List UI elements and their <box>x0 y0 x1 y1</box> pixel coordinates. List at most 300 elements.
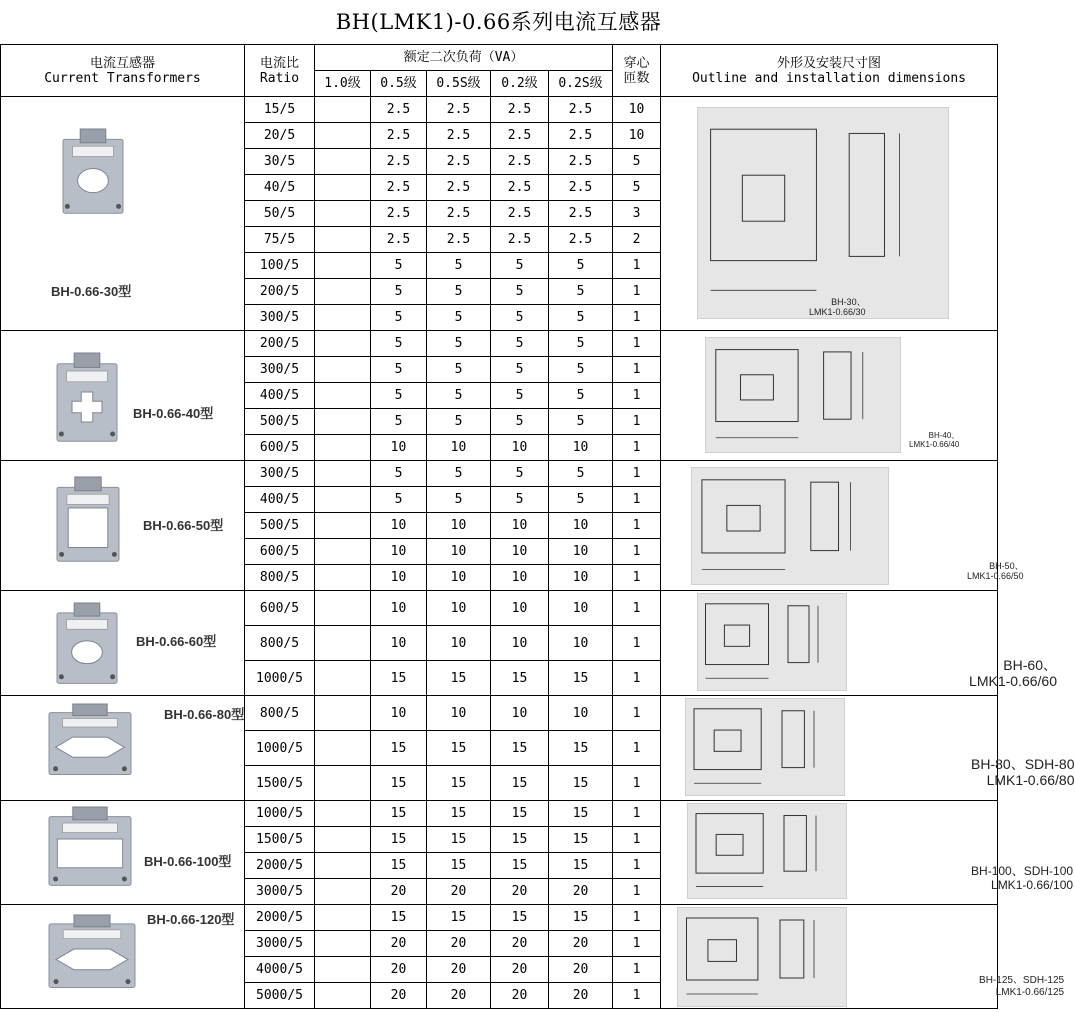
cell-c05s: 15 <box>427 905 491 931</box>
cell-c10 <box>315 731 371 766</box>
cell-ratio: 800/5 <box>245 565 315 591</box>
cell-c02s: 15 <box>549 731 613 766</box>
cell-c05s: 5 <box>427 461 491 487</box>
cell-c05s: 2.5 <box>427 175 491 201</box>
cell-c10 <box>315 983 371 1009</box>
primary-aperture <box>68 508 108 548</box>
cell-c05: 5 <box>371 383 427 409</box>
cell-c02s: 10 <box>549 591 613 626</box>
cell-c02: 20 <box>491 983 549 1009</box>
cell-c10 <box>315 227 371 253</box>
cell-c02s: 20 <box>549 931 613 957</box>
cell-c05: 20 <box>371 931 427 957</box>
transformer-photo <box>55 603 119 685</box>
dimension-drawing <box>677 907 847 1007</box>
cell-c05s: 5 <box>427 253 491 279</box>
cell-turns: 1 <box>613 409 661 435</box>
cell-c05s: 15 <box>427 766 491 801</box>
nameplate <box>67 619 108 629</box>
cell-c02: 2.5 <box>491 97 549 123</box>
cell-ratio: 5000/5 <box>245 983 315 1009</box>
cell-c02: 5 <box>491 357 549 383</box>
mounting-screw <box>122 766 127 771</box>
cell-c02s: 10 <box>549 513 613 539</box>
terminal-block <box>74 915 110 927</box>
outline-cell <box>661 801 1074 905</box>
aperture-outline <box>742 175 784 221</box>
table-row <box>1 801 998 827</box>
table-row <box>1 696 998 731</box>
cell-c05: 5 <box>371 279 427 305</box>
cell-c05s: 10 <box>427 513 491 539</box>
drawing-caption <box>979 975 1064 998</box>
cell-ratio: 500/5 <box>245 513 315 539</box>
cell-c02: 15 <box>491 905 549 931</box>
terminal-block <box>74 603 100 616</box>
cell-c05: 10 <box>371 696 427 731</box>
cell-ratio: 400/5 <box>245 383 315 409</box>
cell-c05s: 15 <box>427 853 491 879</box>
header-class-0-5: 0.5级 <box>371 71 427 97</box>
cell-turns: 1 <box>613 696 661 731</box>
aperture-outline <box>714 730 741 751</box>
caption-line: LMK1-0.66/50 <box>967 571 1024 582</box>
product-cell <box>1 696 245 801</box>
model-label: BH-0.66-50型 <box>143 518 224 533</box>
cell-c10 <box>315 253 371 279</box>
cell-c02: 5 <box>491 331 549 357</box>
cell-c02s: 5 <box>549 331 613 357</box>
front-view-outline <box>702 480 785 553</box>
mounting-screw <box>112 552 117 557</box>
cell-c02: 10 <box>491 696 549 731</box>
cell-c05s: 15 <box>427 801 491 827</box>
cell-c10 <box>315 879 371 905</box>
side-view-outline <box>780 920 804 978</box>
cell-c10 <box>315 279 371 305</box>
cell-c02: 15 <box>491 731 549 766</box>
transformer-photo <box>61 129 125 215</box>
cell-turns: 1 <box>613 461 661 487</box>
cell-c02: 15 <box>491 661 549 696</box>
cell-c05: 2.5 <box>371 149 427 175</box>
cell-c05: 5 <box>371 305 427 331</box>
cell-c02: 10 <box>491 626 549 661</box>
header-burden: 额定二次负荷（VA） <box>315 45 613 71</box>
cell-turns: 1 <box>613 539 661 565</box>
primary-aperture <box>72 641 103 664</box>
cell-c05: 20 <box>371 879 427 905</box>
cell-c02: 2.5 <box>491 149 549 175</box>
table-row <box>1 461 998 487</box>
header-outline <box>661 45 998 97</box>
cell-c02s: 10 <box>549 435 613 461</box>
outline-cell <box>661 905 1065 1009</box>
cell-c02s: 15 <box>549 661 613 696</box>
mounting-screw <box>110 432 115 437</box>
header-product-en: Current Transformers <box>44 70 201 86</box>
outline-cell <box>661 591 1057 696</box>
header-ratio-en: Ratio <box>259 70 300 86</box>
caption-line: LMK1-0.66/80 <box>986 772 1075 789</box>
terminal-block <box>75 477 101 491</box>
cell-c05s: 15 <box>427 827 491 853</box>
cell-c05: 2.5 <box>371 227 427 253</box>
header-class-0-5s: 0.5S级 <box>427 71 491 97</box>
nameplate <box>73 146 114 156</box>
product-cell <box>1 461 245 591</box>
product-cell <box>1 97 245 331</box>
cell-c05s: 2.5 <box>427 201 491 227</box>
cell-ratio: 600/5 <box>245 539 315 565</box>
cell-c10 <box>315 905 371 931</box>
header-product <box>1 45 245 97</box>
cell-turns: 1 <box>613 801 661 827</box>
drawing-caption <box>909 431 959 449</box>
cell-c02s: 15 <box>549 905 613 931</box>
cell-c02: 5 <box>491 253 549 279</box>
side-view-outline <box>824 352 851 419</box>
cell-c02: 5 <box>491 305 549 331</box>
cell-turns: 1 <box>613 905 661 931</box>
header-class-0-2s: 0.2S级 <box>549 71 613 97</box>
cell-c05: 2.5 <box>371 97 427 123</box>
cell-ratio: 500/5 <box>245 409 315 435</box>
cell-c10 <box>315 591 371 626</box>
nameplate <box>62 823 117 833</box>
cell-c02s: 5 <box>549 279 613 305</box>
cell-c05: 5 <box>371 357 427 383</box>
cell-turns: 1 <box>613 731 661 766</box>
product-cell <box>1 331 245 461</box>
cell-c10 <box>315 383 371 409</box>
terminal-block <box>74 353 100 367</box>
cell-turns: 2 <box>613 227 661 253</box>
cell-turns: 1 <box>613 513 661 539</box>
front-view-outline <box>696 814 763 874</box>
cell-c05s: 5 <box>427 383 491 409</box>
cell-c10 <box>315 827 371 853</box>
cell-c05s: 20 <box>427 879 491 905</box>
cell-turns: 1 <box>613 661 661 696</box>
cell-c10 <box>315 661 371 696</box>
cell-c05: 10 <box>371 435 427 461</box>
cell-turns: 1 <box>613 957 661 983</box>
cell-c02: 10 <box>491 539 549 565</box>
caption-line: LMK1-0.66/30 <box>809 307 866 318</box>
cell-c10 <box>315 626 371 661</box>
cell-c05: 10 <box>371 513 427 539</box>
cell-ratio: 800/5 <box>245 626 315 661</box>
header-class-1-0: 1.0级 <box>315 71 371 97</box>
cell-c05: 20 <box>371 957 427 983</box>
cell-ratio: 400/5 <box>245 487 315 513</box>
cell-c02s: 2.5 <box>549 201 613 227</box>
cell-ratio: 200/5 <box>245 331 315 357</box>
cell-ratio: 2000/5 <box>245 905 315 931</box>
cell-ratio: 3000/5 <box>245 879 315 905</box>
transformer-photo <box>47 704 133 776</box>
cell-turns: 1 <box>613 435 661 461</box>
mounting-screw <box>65 204 70 209</box>
drawing-caption <box>971 865 1073 893</box>
model-label: BH-0.66-80型 <box>164 707 245 722</box>
cell-turns: 1 <box>613 931 661 957</box>
drawing-caption <box>971 756 1074 788</box>
cell-turns: 1 <box>613 626 661 661</box>
front-view-outline <box>687 918 758 980</box>
cell-turns: 10 <box>613 123 661 149</box>
cell-c10 <box>315 565 371 591</box>
cell-c02: 20 <box>491 931 549 957</box>
cell-turns: 1 <box>613 487 661 513</box>
cell-c02: 5 <box>491 383 549 409</box>
cell-c02s: 5 <box>549 357 613 383</box>
cell-c05: 15 <box>371 766 427 801</box>
cell-turns: 1 <box>613 853 661 879</box>
header-turns-line2: 匝数 <box>623 70 650 86</box>
cell-c02s: 5 <box>549 409 613 435</box>
cell-c02s: 15 <box>549 766 613 801</box>
cell-ratio: 100/5 <box>245 253 315 279</box>
aperture-outline <box>708 940 737 962</box>
cell-ratio: 1000/5 <box>245 801 315 827</box>
cell-c05s: 10 <box>427 591 491 626</box>
cell-c02s: 10 <box>549 626 613 661</box>
mounting-screw <box>126 979 131 984</box>
cell-turns: 1 <box>613 253 661 279</box>
cell-c02: 10 <box>491 565 549 591</box>
cell-c10 <box>315 461 371 487</box>
cell-turns: 1 <box>613 383 661 409</box>
cell-c05: 10 <box>371 565 427 591</box>
caption-line: BH-60、 <box>1003 657 1057 673</box>
cell-c02: 15 <box>491 827 549 853</box>
cell-c10 <box>315 539 371 565</box>
cell-c05s: 5 <box>427 331 491 357</box>
table-row <box>1 591 998 626</box>
cell-c02: 5 <box>491 409 549 435</box>
dimension-drawing <box>691 467 889 585</box>
cell-c02s: 20 <box>549 957 613 983</box>
cell-c05s: 5 <box>427 357 491 383</box>
cell-c10 <box>315 435 371 461</box>
cell-c10 <box>315 331 371 357</box>
cell-ratio: 800/5 <box>245 696 315 731</box>
cell-c02s: 20 <box>549 879 613 905</box>
mounting-screw <box>122 877 127 882</box>
cell-c02s: 2.5 <box>549 97 613 123</box>
nameplate <box>67 494 109 504</box>
cell-c10 <box>315 201 371 227</box>
cell-c05s: 20 <box>427 957 491 983</box>
dimension-drawing <box>697 107 949 319</box>
product-cell <box>1 591 245 696</box>
cell-ratio: 3000/5 <box>245 931 315 957</box>
cell-c05: 2.5 <box>371 175 427 201</box>
cell-c05s: 15 <box>427 731 491 766</box>
transformer-photo <box>55 353 119 443</box>
cell-c05: 10 <box>371 626 427 661</box>
cell-turns: 1 <box>613 331 661 357</box>
model-label: BH-0.66-30型 <box>51 284 132 299</box>
cell-c05: 10 <box>371 539 427 565</box>
header-outline-cn: 外形及安装尺寸图 <box>777 55 882 71</box>
cell-c05s: 10 <box>427 539 491 565</box>
cell-c02: 5 <box>491 461 549 487</box>
cell-turns: 1 <box>613 565 661 591</box>
model-label: BH-0.66-100型 <box>144 854 232 869</box>
cell-c05s: 5 <box>427 409 491 435</box>
primary-aperture <box>78 169 109 193</box>
cell-c05: 20 <box>371 983 427 1009</box>
cell-c10 <box>315 696 371 731</box>
transformer-photo <box>55 477 121 563</box>
cell-ratio: 4000/5 <box>245 957 315 983</box>
dimension-drawing <box>687 803 847 899</box>
primary-aperture <box>57 839 122 868</box>
cell-c02: 10 <box>491 591 549 626</box>
model-label: BH-0.66-60型 <box>136 634 217 649</box>
spec-table <box>0 44 1075 1009</box>
cell-c05: 15 <box>371 853 427 879</box>
cell-c05: 5 <box>371 253 427 279</box>
dimension-drawing <box>705 337 901 453</box>
cell-c10 <box>315 175 371 201</box>
cell-c05s: 5 <box>427 487 491 513</box>
cell-ratio: 600/5 <box>245 591 315 626</box>
cell-turns: 1 <box>613 827 661 853</box>
outline-cell <box>661 331 998 461</box>
cell-turns: 3 <box>613 201 661 227</box>
page-title: BH(LMK1)-0.66系列电流互感器 <box>335 10 662 34</box>
mounting-screw <box>110 674 115 679</box>
cell-c05: 2.5 <box>371 201 427 227</box>
cell-turns: 1 <box>613 879 661 905</box>
header-turns-line1: 穿心 <box>623 55 650 71</box>
transformer-photo <box>47 915 137 989</box>
side-view-outline <box>782 711 804 768</box>
cell-c02s: 5 <box>549 461 613 487</box>
terminal-block <box>73 807 107 820</box>
cell-c05s: 2.5 <box>427 123 491 149</box>
cell-c05s: 5 <box>427 279 491 305</box>
front-view-outline <box>716 350 798 422</box>
cell-c05: 15 <box>371 801 427 827</box>
cell-c05s: 20 <box>427 983 491 1009</box>
cell-ratio: 40/5 <box>245 175 315 201</box>
cell-turns: 5 <box>613 149 661 175</box>
cell-c10 <box>315 853 371 879</box>
mounting-screw <box>53 877 58 882</box>
aperture-outline <box>724 625 749 646</box>
nameplate <box>67 371 108 382</box>
dimension-drawing <box>697 593 847 691</box>
cell-turns: 1 <box>613 766 661 801</box>
cell-ratio: 15/5 <box>245 97 315 123</box>
cell-ratio: 300/5 <box>245 357 315 383</box>
cell-c02s: 2.5 <box>549 149 613 175</box>
cell-c02s: 10 <box>549 539 613 565</box>
cell-c02: 5 <box>491 487 549 513</box>
cell-c02s: 2.5 <box>549 175 613 201</box>
cell-c02: 2.5 <box>491 123 549 149</box>
model-label: BH-0.66-40型 <box>133 406 214 421</box>
cell-c05: 15 <box>371 731 427 766</box>
front-view-outline <box>694 709 761 770</box>
cell-c02: 10 <box>491 435 549 461</box>
drawing-caption <box>809 297 866 318</box>
cell-c05: 5 <box>371 409 427 435</box>
cell-c02: 20 <box>491 879 549 905</box>
terminal-block <box>73 704 107 716</box>
outline-cell <box>661 696 1075 801</box>
cell-turns: 1 <box>613 591 661 626</box>
caption-line: LMK1-0.66/125 <box>995 986 1065 998</box>
product-cell <box>1 801 245 905</box>
cell-c02s: 10 <box>549 565 613 591</box>
cell-ratio: 200/5 <box>245 279 315 305</box>
cell-ratio: 1500/5 <box>245 827 315 853</box>
cell-c10 <box>315 957 371 983</box>
side-view-outline <box>811 482 839 550</box>
table-row <box>1 97 998 123</box>
caption-line: BH-50、 <box>989 561 1024 571</box>
cell-c02: 15 <box>491 766 549 801</box>
cell-turns: 1 <box>613 983 661 1009</box>
cell-turns: 1 <box>613 357 661 383</box>
drawing-caption <box>969 657 1057 689</box>
cell-ratio: 600/5 <box>245 435 315 461</box>
cell-c02: 2.5 <box>491 227 549 253</box>
cell-c10 <box>315 801 371 827</box>
cell-c05: 15 <box>371 661 427 696</box>
cell-c05s: 5 <box>427 305 491 331</box>
cell-c05s: 15 <box>427 661 491 696</box>
cell-ratio: 1500/5 <box>245 766 315 801</box>
cell-c02s: 2.5 <box>549 123 613 149</box>
cell-ratio: 1000/5 <box>245 661 315 696</box>
mounting-screw <box>59 674 64 679</box>
aperture-outline <box>716 834 743 855</box>
cell-c05s: 10 <box>427 565 491 591</box>
transformer-photo <box>47 807 133 887</box>
nameplate <box>63 930 121 939</box>
cell-c05: 5 <box>371 461 427 487</box>
mounting-screw <box>59 432 64 437</box>
drawing-caption <box>967 561 1024 582</box>
cell-c05s: 2.5 <box>427 97 491 123</box>
cell-c05s: 20 <box>427 931 491 957</box>
cell-c10 <box>315 123 371 149</box>
cell-c02s: 5 <box>549 253 613 279</box>
cell-c02s: 20 <box>549 983 613 1009</box>
outline-cell <box>661 461 1024 591</box>
cell-c02s: 10 <box>549 696 613 731</box>
mounting-screw <box>59 552 64 557</box>
cell-c10 <box>315 487 371 513</box>
header-outline-en: Outline and installation dimensions <box>692 70 966 86</box>
cell-c02: 2.5 <box>491 175 549 201</box>
aperture-outline <box>727 505 760 531</box>
front-view-outline <box>711 129 817 260</box>
cell-ratio: 300/5 <box>245 305 315 331</box>
cell-c10 <box>315 513 371 539</box>
cell-ratio: 20/5 <box>245 123 315 149</box>
cell-c05: 10 <box>371 591 427 626</box>
product-cell <box>1 905 245 1009</box>
header-ratio <box>245 45 315 97</box>
